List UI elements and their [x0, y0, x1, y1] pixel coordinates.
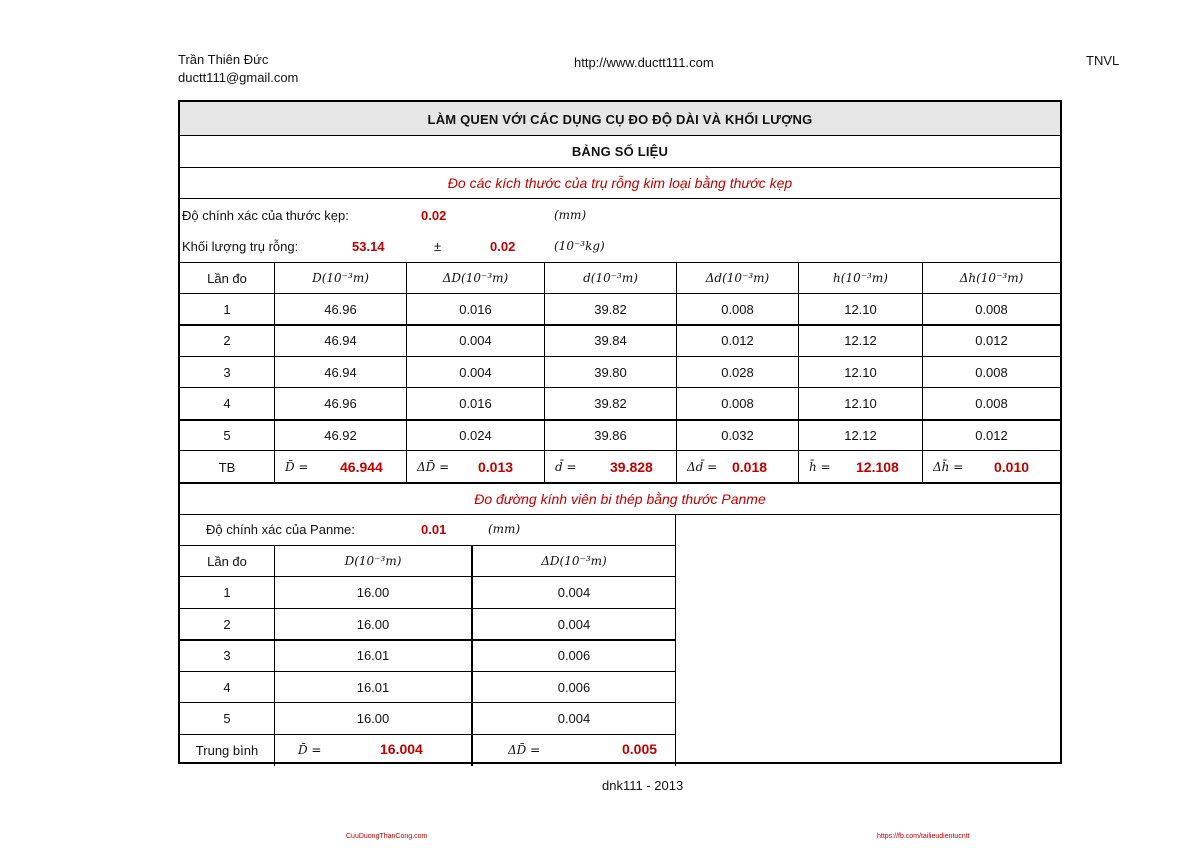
sheet-title: LÀM QUEN VỚI CÁC DỤNG CỤ ĐO ĐỘ DÀI VÀ KHỐI LƯỢNG [427, 111, 813, 127]
site-url: http://www.ductt111.com [574, 55, 714, 70]
col-header-dD: ΔD(10⁻³m) [442, 271, 509, 285]
col-header-dh: Δh(10⁻³m) [959, 271, 1024, 285]
table-cell: 0.012 [975, 427, 1008, 443]
avg-symbol: d̄ = [555, 460, 577, 474]
avg-value: 0.013 [478, 459, 514, 475]
table-cell: 16.00 [356, 616, 390, 632]
table-cell: 12.10 [844, 301, 877, 317]
table-cell: 46.94 [324, 364, 357, 380]
col-rule [675, 514, 676, 766]
trial-number: 2 [223, 332, 231, 348]
table-cell: 16.01 [356, 647, 390, 663]
trial-number: 3 [223, 647, 231, 663]
avg-value: 0.018 [732, 459, 768, 475]
table-cell: 0.006 [557, 647, 591, 663]
table-cell: 0.016 [459, 301, 492, 317]
avg2-symbol: D̄ = [298, 743, 322, 757]
trial-number: 3 [223, 364, 231, 380]
mass-label: Khối lượng trụ rỗng: [182, 239, 299, 254]
author-email: ductt111@gmail.com [178, 70, 299, 85]
avg-symbol: Δh̄ = [933, 460, 964, 474]
caliper-precision-unit: (mm) [554, 208, 587, 222]
table-cell: 39.80 [594, 364, 627, 380]
table-cell: 16.01 [356, 679, 390, 695]
avg2-value: 0.005 [622, 741, 658, 757]
avg-value: 39.828 [610, 459, 653, 475]
table-cell: 0.012 [975, 332, 1008, 348]
caliper-precision-label: Độ chính xác của thước kẹp: [182, 208, 349, 223]
table-cell: 16.00 [356, 710, 390, 726]
footer-right-link[interactable]: https://fb.com/tailieudientucntt [877, 833, 970, 840]
avg2-label: Trung bình [195, 742, 259, 758]
table-cell: 0.008 [721, 395, 754, 411]
trial-number: 5 [223, 427, 231, 443]
table-cell: 0.008 [975, 301, 1008, 317]
rule [180, 198, 1060, 199]
table-cell: 46.96 [324, 395, 357, 411]
table-cell: 16.00 [356, 584, 390, 600]
table-cell: 39.82 [594, 395, 627, 411]
col-header-d: d(10⁻³m) [583, 271, 638, 285]
doc-code: TNVL [1086, 53, 1120, 68]
table-cell: 12.12 [844, 332, 877, 348]
trial-number: 5 [223, 710, 231, 726]
table-cell: 0.032 [721, 427, 754, 443]
panme-precision-unit: (mm) [488, 522, 521, 536]
table-cell: 0.004 [557, 616, 591, 632]
col-header-h: h(10⁻³m) [833, 271, 888, 285]
table-cell: 0.024 [459, 427, 492, 443]
avg-label: TB [218, 459, 236, 475]
table-cell: 46.92 [324, 427, 357, 443]
col-header-trial: Lần đo [207, 270, 247, 286]
mass-plusminus: ± [434, 239, 442, 254]
avg-symbol: ΔD̄ = [417, 460, 450, 474]
table-cell: 0.004 [557, 584, 591, 600]
trial-number: 2 [223, 616, 231, 632]
panme-precision-value: 0.01 [421, 522, 447, 537]
col2-header-dD: ΔD(10⁻³m) [541, 554, 607, 568]
table-cell: 0.008 [975, 364, 1008, 380]
col-header-dd: Δd(10⁻³m) [705, 271, 770, 285]
table-cell: 46.94 [324, 332, 357, 348]
avg2-value: 16.004 [380, 741, 423, 757]
panme-precision-label: Độ chính xác của Panme: [206, 522, 355, 537]
table-cell: 0.004 [557, 710, 591, 726]
table-cell: 0.008 [975, 395, 1008, 411]
trial-number: 4 [223, 679, 231, 695]
mass-error: 0.02 [490, 239, 516, 254]
col2-header-D: D(10⁻³m) [344, 554, 402, 568]
sheet-subtitle: BẢNG SỐ LIỆU [571, 144, 669, 159]
table-cell: 12.10 [844, 395, 877, 411]
avg2-symbol: ΔD̄ = [508, 743, 541, 757]
col2-header-trial: Lần đo [207, 553, 247, 569]
author-name: Trần Thiên Đức [178, 52, 269, 67]
table-cell: 0.016 [459, 395, 492, 411]
trial-number: 4 [223, 395, 231, 411]
table-cell: 39.84 [594, 332, 627, 348]
table-cell: 0.006 [557, 679, 591, 695]
avg-value: 12.108 [856, 459, 899, 475]
table-cell: 39.82 [594, 301, 627, 317]
table-cell: 0.028 [721, 364, 754, 380]
trial-number: 1 [223, 301, 231, 317]
col-header-D: D(10⁻³m) [312, 271, 369, 285]
table-cell: 12.10 [844, 364, 877, 380]
data-sheet [178, 100, 1062, 764]
footer-left-link[interactable]: CuuDuongThanCong.com [346, 833, 428, 840]
rule [180, 514, 1060, 515]
section2-heading: Đo đường kính viên bi thép bằng thước Panme [474, 490, 766, 507]
table-cell: 46.96 [324, 301, 357, 317]
footer-text: dnk111 - 2013 [602, 778, 684, 793]
section1-heading: Đo các kích thước của trụ rỗng kim loại bằng thước kẹp [447, 175, 793, 191]
table-cell: 12.12 [844, 427, 877, 443]
avg-symbol: h̄ = [809, 460, 831, 474]
avg-symbol: Δd̄ = [687, 460, 718, 474]
table-cell: 0.004 [459, 364, 492, 380]
avg-value: 46.944 [340, 459, 383, 475]
caliper-precision-value: 0.02 [421, 208, 447, 223]
mass-unit: (10⁻³kg) [554, 239, 605, 253]
avg-value: 0.010 [994, 459, 1030, 475]
mass-value: 53.14 [352, 239, 385, 254]
table-cell: 0.004 [459, 332, 492, 348]
trial-number: 1 [223, 584, 231, 600]
avg-symbol: D̄ = [285, 460, 309, 474]
table-cell: 39.86 [594, 427, 627, 443]
table-cell: 0.012 [721, 332, 754, 348]
rule [180, 450, 1060, 451]
table-cell: 0.008 [721, 301, 754, 317]
